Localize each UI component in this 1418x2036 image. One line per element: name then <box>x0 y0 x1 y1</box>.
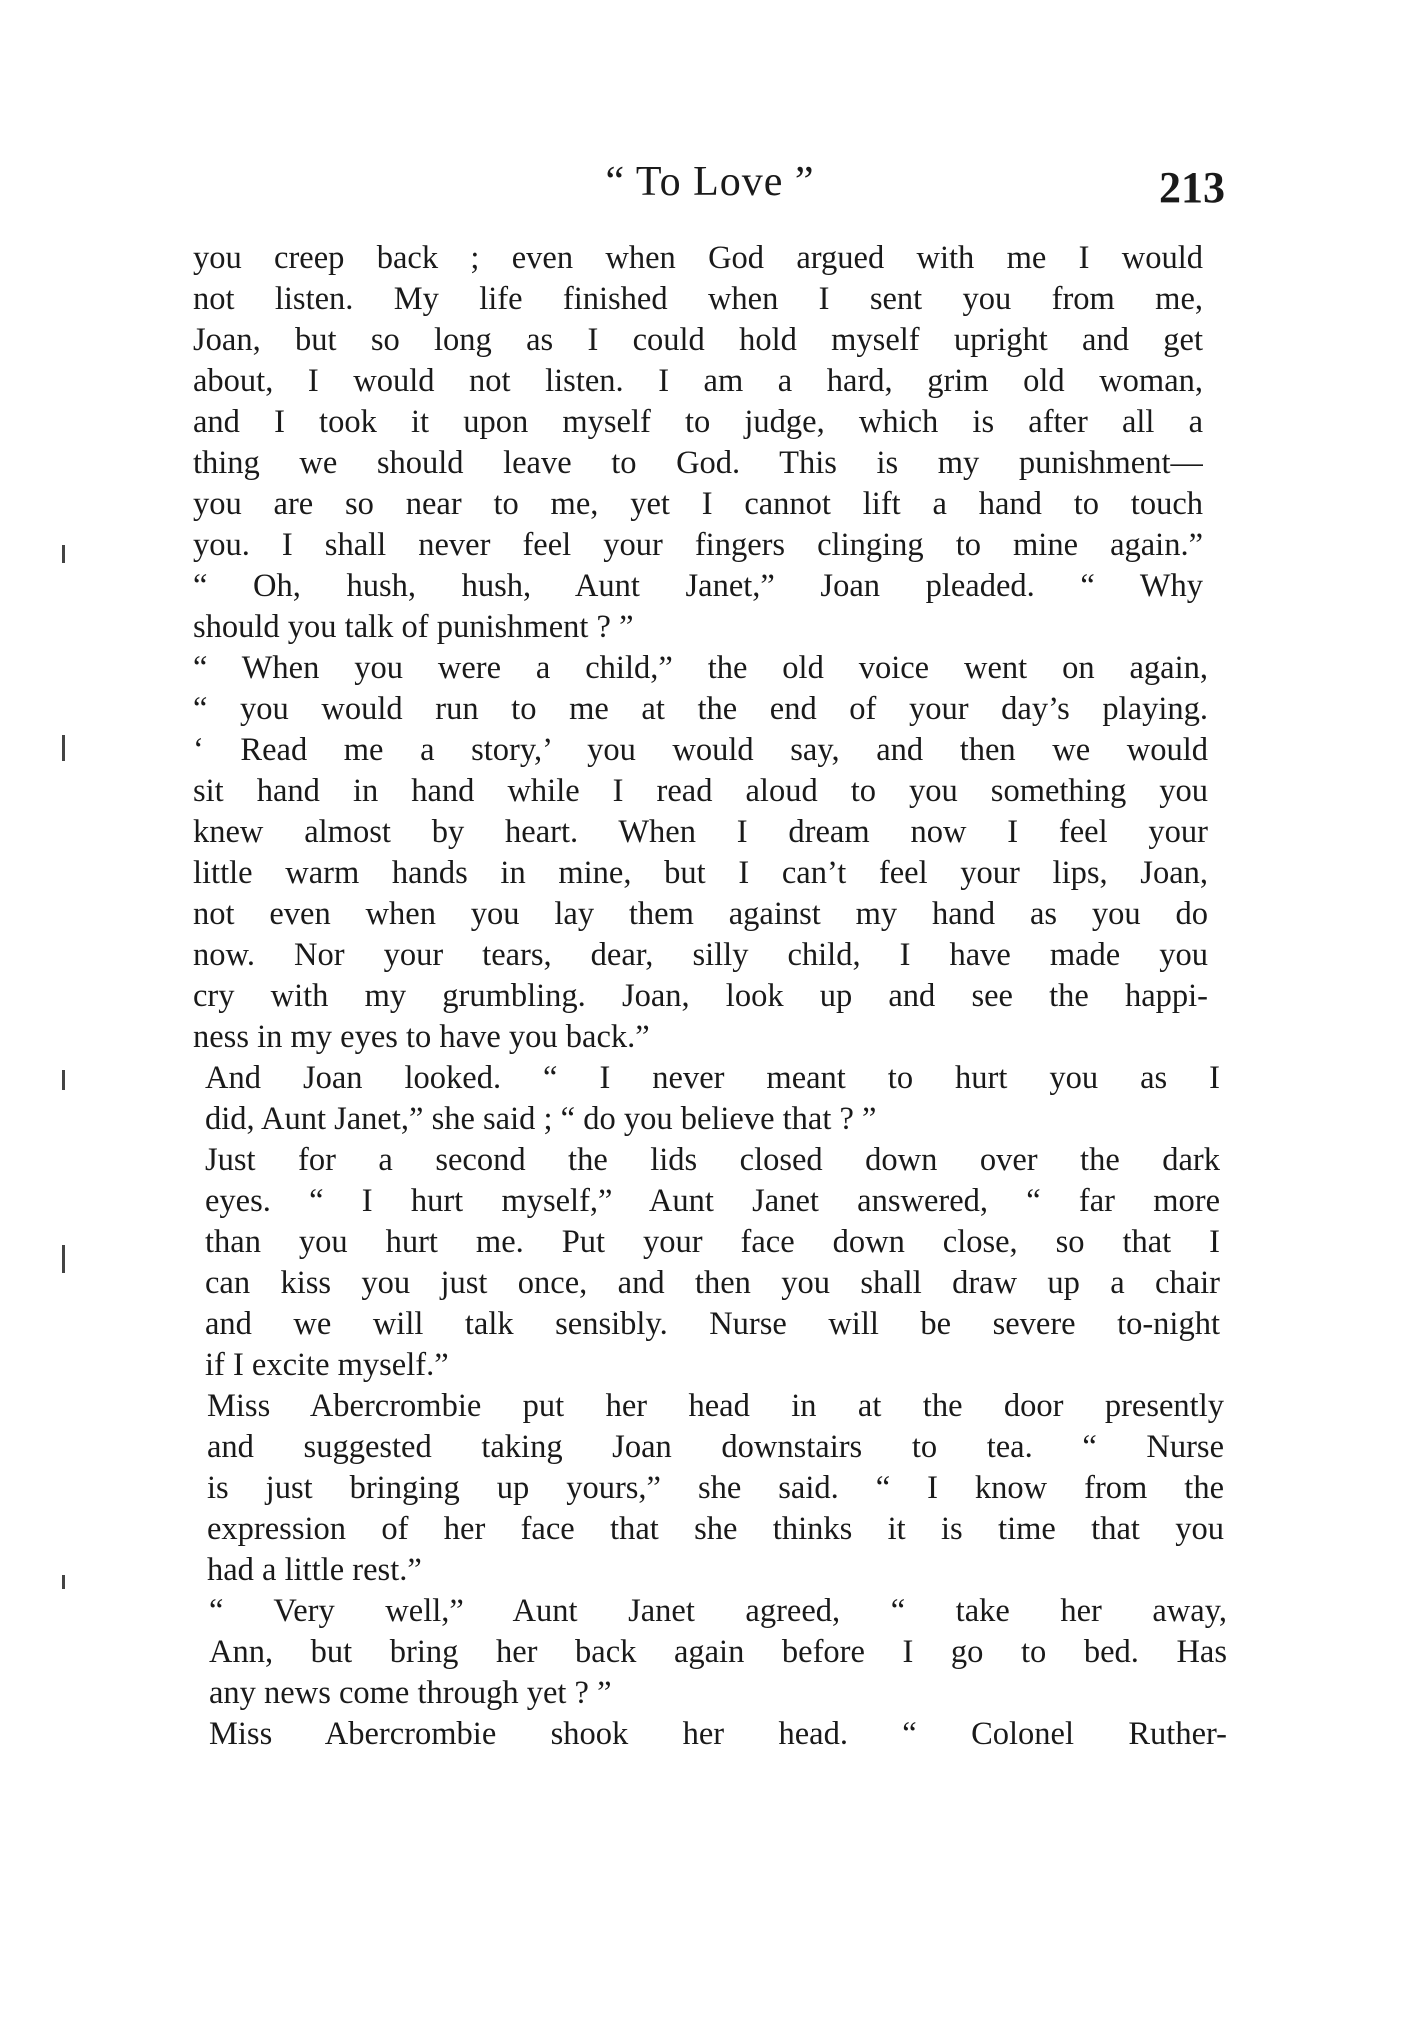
binding-mark <box>62 1070 65 1090</box>
text-line: thing we should leave to God. This is my punishment— <box>193 445 1203 481</box>
text-line: knew almost by heart. When I dream now I feel your <box>193 814 1208 850</box>
text-line: Miss Abercrombie put her head in at the door presently <box>207 1388 1224 1424</box>
text-line: and we will talk sensibly. Nurse will be severe to-night <box>205 1306 1220 1342</box>
text-line: sit hand in hand while I read aloud to you something you <box>193 773 1208 809</box>
text-line: And Joan looked. “ I never meant to hurt you as I <box>205 1060 1220 1096</box>
running-title: “ To Love ” <box>605 159 815 205</box>
text-line: Ann, but bring her back again before I go to bed. Has <box>209 1634 1227 1670</box>
text-line: expression of her face that she thinks it is time that you <box>207 1511 1224 1547</box>
text-line: ‘ Read me a story,’ you would say, and then we would <box>193 732 1208 768</box>
page-number: 213 <box>1159 163 1225 212</box>
text-line: Just for a second the lids closed down over the dark <box>205 1142 1220 1178</box>
binding-mark <box>62 1245 65 1273</box>
text-line: can kiss you just once, and then you shall draw up a chair <box>205 1265 1220 1301</box>
text-line: than you hurt me. Put your face down close, so that I <box>205 1224 1220 1260</box>
text-line: ness in my eyes to have you back.” <box>193 1019 650 1055</box>
text-line: Miss Abercrombie shook her head. “ Colonel Ruther- <box>209 1716 1227 1752</box>
text-line: “ Oh, hush, hush, Aunt Janet,” Joan pleaded. “ Why <box>193 568 1203 604</box>
text-line: “ When you were a child,” the old voice went on again, <box>193 650 1208 686</box>
text-line: you. I shall never feel your fingers clinging to mine again.” <box>193 527 1203 563</box>
text-line: you creep back ; even when God argued with me I would <box>193 240 1203 276</box>
text-line: about, I would not listen. I am a hard, grim old woman, <box>193 363 1203 399</box>
text-line: now. Nor your tears, dear, silly child, I have made you <box>193 937 1208 973</box>
text-line: and I took it upon myself to judge, which is after all a <box>193 404 1203 440</box>
binding-mark <box>62 545 65 563</box>
binding-mark <box>62 1575 65 1589</box>
text-line: and suggested taking Joan downstairs to tea. “ Nurse <box>207 1429 1224 1465</box>
text-line: you are so near to me, yet I cannot lift a hand to touch <box>193 486 1203 522</box>
text-line: did, Aunt Janet,” she said ; “ do you believe that ? ” <box>205 1101 877 1137</box>
text-line: not even when you lay them against my hand as you do <box>193 896 1208 932</box>
text-line: Joan, but so long as I could hold myself upright and get <box>193 322 1203 358</box>
text-line: is just bringing up yours,” she said. “ I know from the <box>207 1470 1224 1506</box>
text-line: had a little rest.” <box>207 1552 422 1588</box>
text-line: if I excite myself.” <box>205 1347 449 1383</box>
text-line: little warm hands in mine, but I can’t feel your lips, Joan, <box>193 855 1208 891</box>
text-line: should you talk of punishment ? ” <box>193 609 634 645</box>
text-line: cry with my grumbling. Joan, look up and see the happi- <box>193 978 1208 1014</box>
page-header <box>195 158 1225 218</box>
text-line: “ you would run to me at the end of your day’s playing. <box>193 691 1208 727</box>
binding-mark <box>62 735 65 761</box>
text-line: eyes. “ I hurt myself,” Aunt Janet answered, “ far more <box>205 1183 1220 1219</box>
text-line: “ Very well,” Aunt Janet agreed, “ take her away, <box>209 1593 1227 1629</box>
text-line: not listen. My life finished when I sent you from me, <box>193 281 1203 317</box>
text-line: any news come through yet ? ” <box>209 1675 612 1711</box>
